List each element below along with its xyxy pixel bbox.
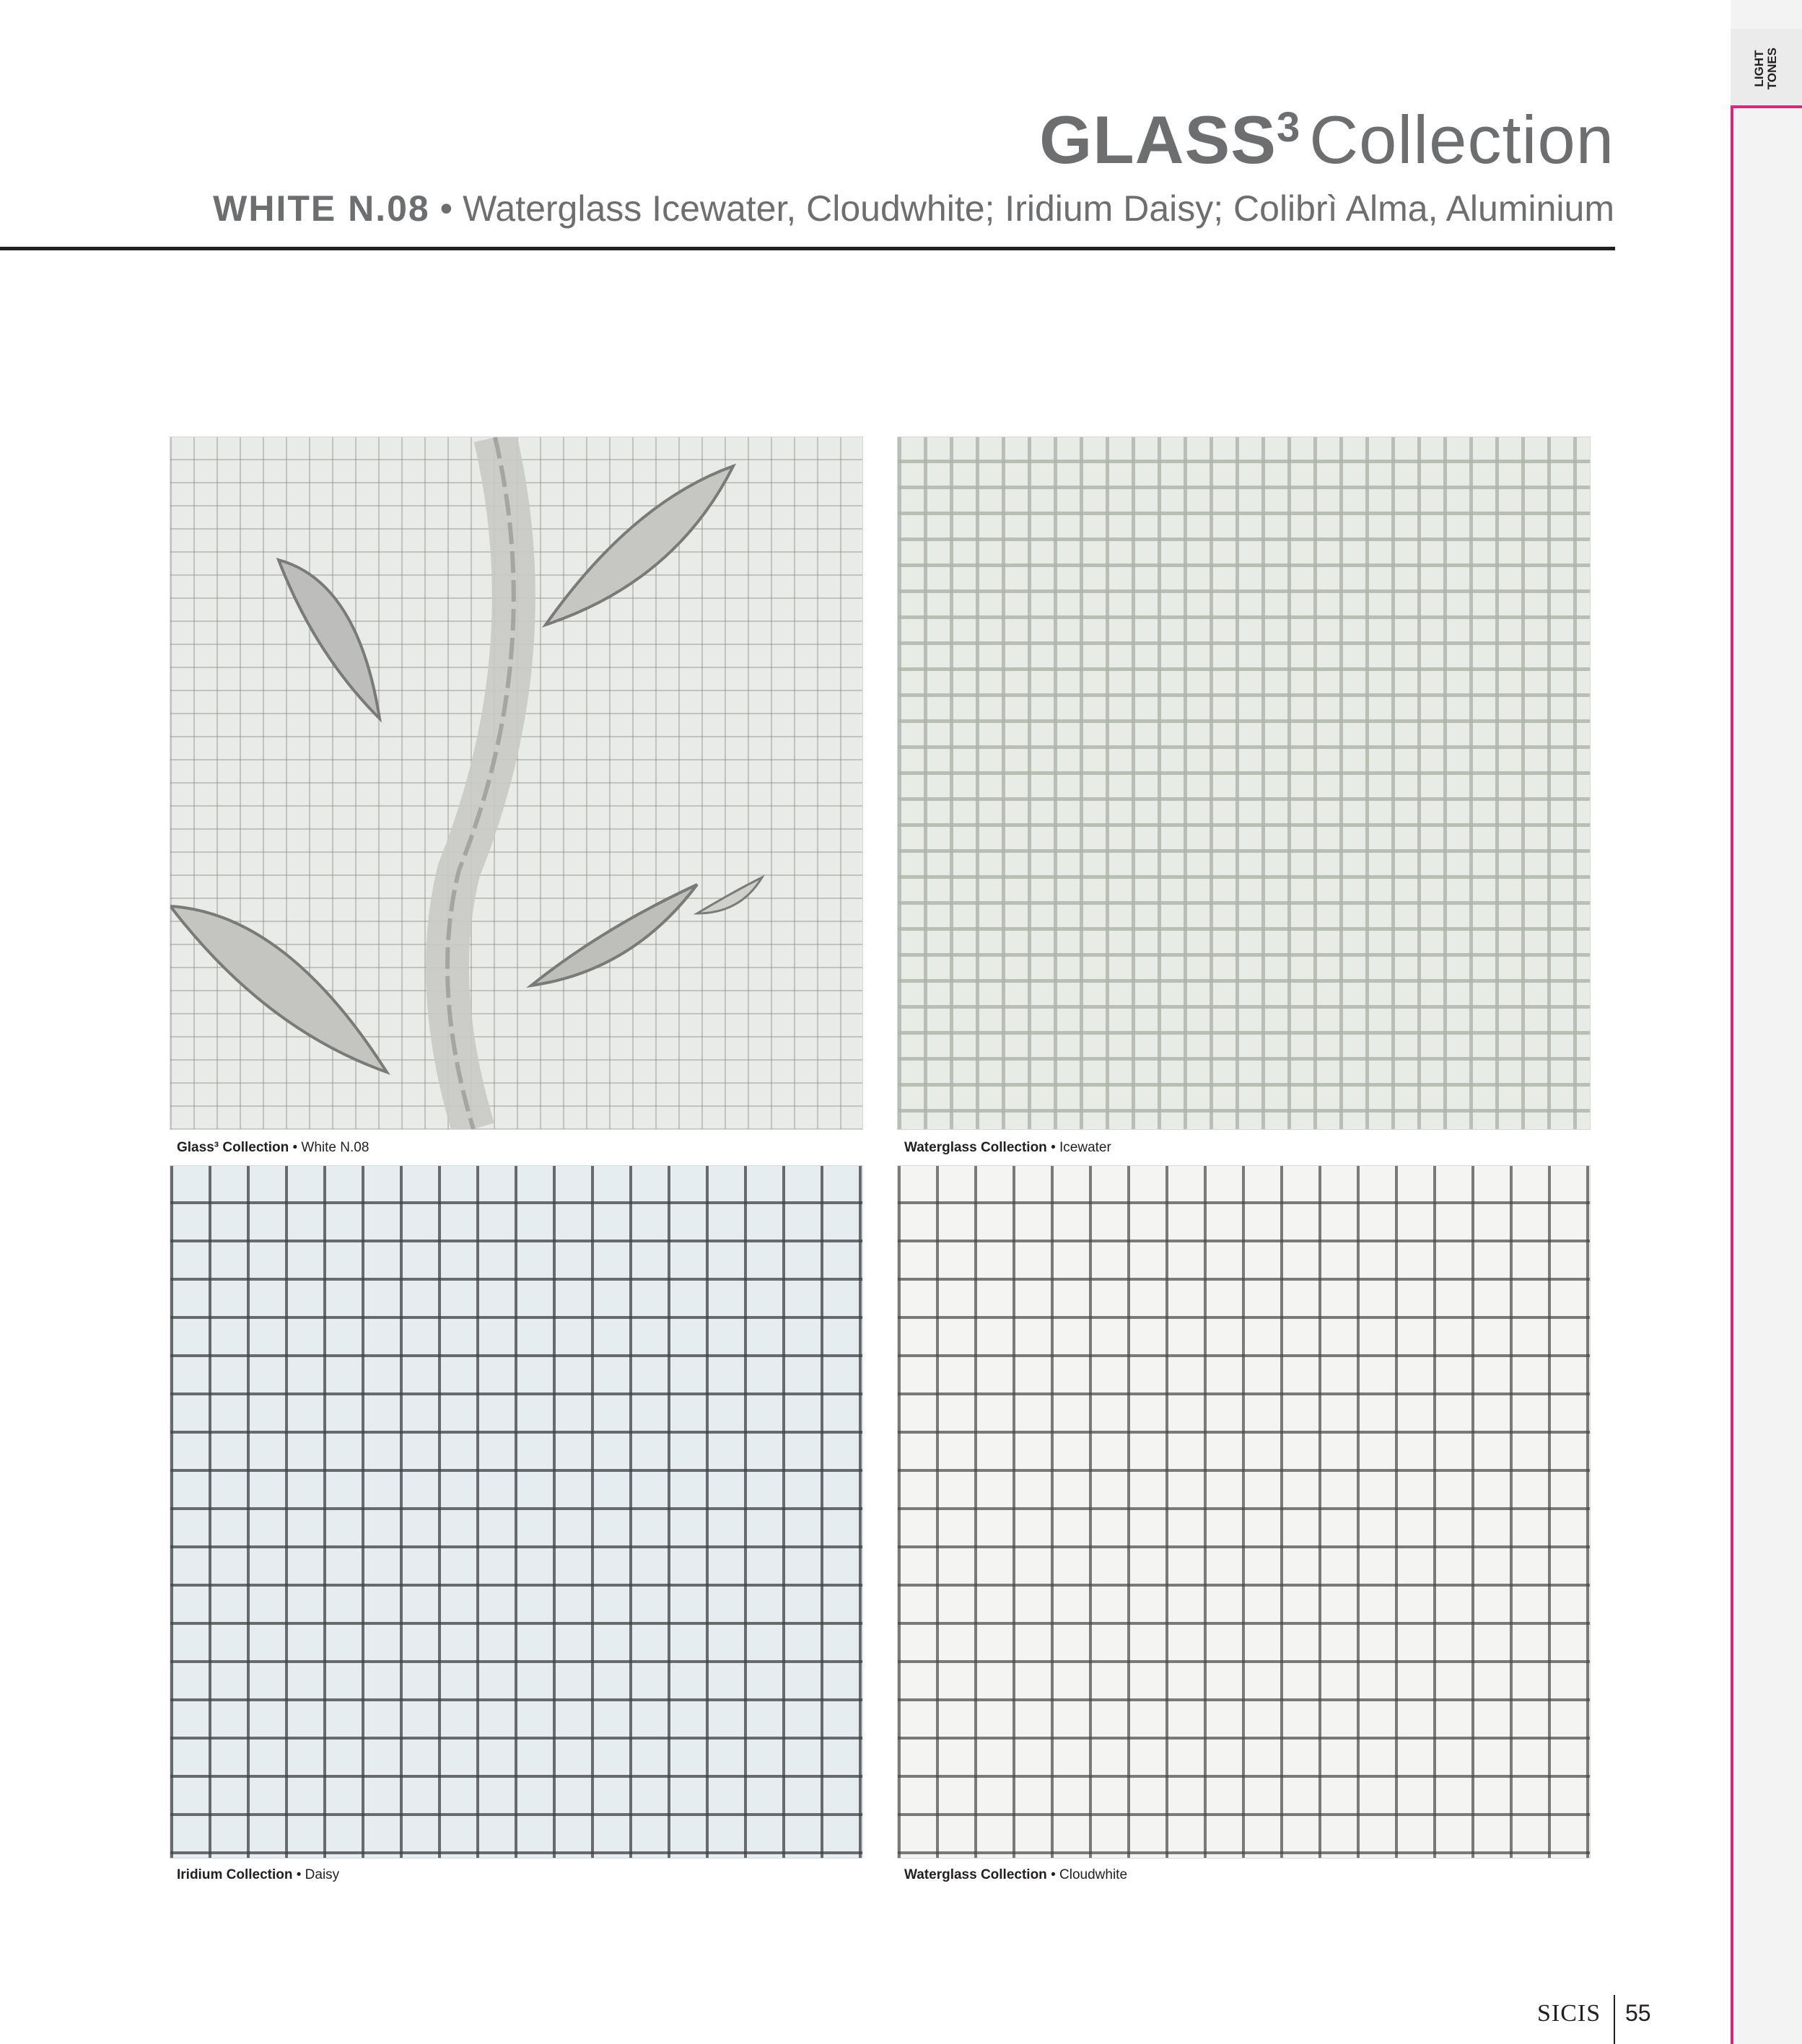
caption-name: White N.08 <box>301 1140 369 1155</box>
caption-separator: • <box>296 1867 302 1882</box>
caption-name: Icewater <box>1059 1140 1111 1155</box>
mosaic-photo-icewater <box>897 437 1591 1130</box>
caption-name: Daisy <box>305 1867 340 1882</box>
caption-separator: • <box>292 1140 298 1155</box>
title-brand: GLASS <box>1039 102 1277 177</box>
materials-list: Waterglass Icewater, Cloudwhite; Iridium Daisy; Colibrì Alma, Aluminium <box>463 188 1614 229</box>
caption-collection: Waterglass Collection <box>904 1867 1047 1882</box>
side-strip <box>1731 0 1802 2044</box>
page-number: 55 <box>1625 2000 1651 2026</box>
caption-white-n08 <box>177 1140 369 1156</box>
caption-daisy <box>177 1867 339 1883</box>
page-subtitle <box>213 188 1614 234</box>
accent-line-horizontal <box>1731 105 1802 108</box>
mosaic-photo-daisy <box>170 1165 863 1859</box>
product-code: WHITE N.08 <box>213 188 430 229</box>
caption-collection: Waterglass Collection <box>904 1140 1047 1155</box>
caption-collection: Glass³ Collection <box>177 1140 289 1155</box>
section-tab-label: LIGHT TONES <box>1752 47 1779 90</box>
caption-icewater <box>904 1140 1111 1156</box>
mosaic-photo-cloudwhite <box>897 1165 1591 1859</box>
caption-name: Cloudwhite <box>1059 1867 1128 1882</box>
footer-separator <box>1614 1995 1615 2044</box>
caption-cloudwhite <box>904 1867 1127 1883</box>
leaf-pattern-illustration <box>170 437 862 1129</box>
header-rule <box>0 247 1615 250</box>
title-collection-word: Collection <box>1309 102 1614 177</box>
caption-collection: Iridium Collection <box>177 1867 293 1882</box>
mosaic-photo-white-n08 <box>170 437 863 1130</box>
subtitle-separator: • <box>439 188 453 229</box>
footer-brand: SICIS <box>1537 2000 1601 2027</box>
accent-line-vertical <box>1731 105 1733 2044</box>
caption-separator: • <box>1051 1867 1056 1882</box>
caption-separator: • <box>1051 1140 1056 1155</box>
title-superscript: 3 <box>1276 104 1301 151</box>
page-title <box>1039 101 1614 180</box>
